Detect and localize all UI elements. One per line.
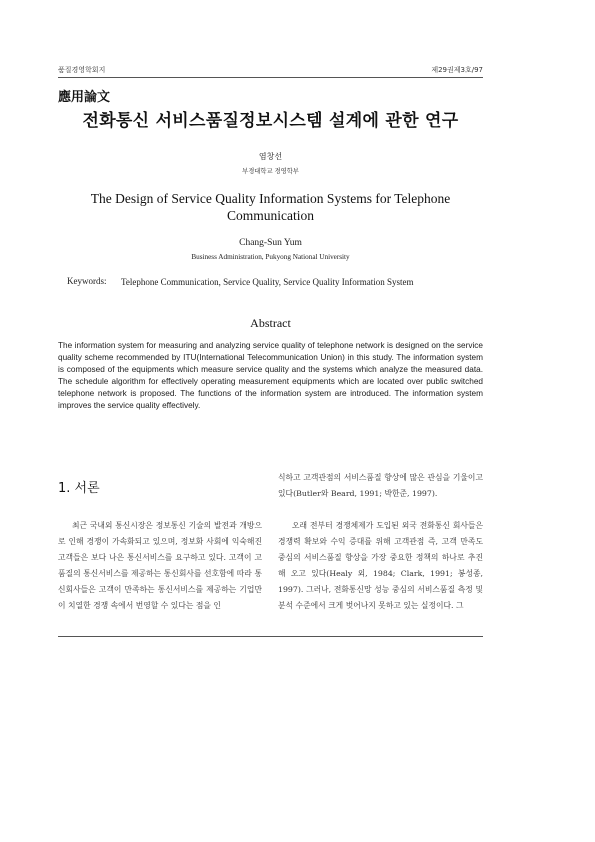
abstract-heading: Abstract xyxy=(250,316,291,330)
right-column-top xyxy=(278,470,483,502)
header-rule xyxy=(58,77,483,78)
keywords-text: Telephone Communication, Service Quality, Service Quality Information System xyxy=(121,277,414,287)
keywords-label: Keywords: xyxy=(67,276,107,286)
english-author: Chang-Sun Yum xyxy=(239,238,302,248)
journal-name: 품질경영학회지 xyxy=(58,66,106,74)
english-title: The Design of Service Quality Information Systems for Telephone Communication xyxy=(90,191,451,223)
korean-author: 염창선 xyxy=(258,152,283,161)
section-heading: 1. 서론 xyxy=(58,481,100,496)
issue-number: 제29권제3호/97 xyxy=(431,66,483,74)
right-column xyxy=(278,518,483,614)
korean-affiliation: 부경대학교 경영학부 xyxy=(242,168,299,175)
section-tag: 應用論文 xyxy=(58,90,111,105)
abstract-text: The information system for measuring and analyzing service quality of telephone network is designed on the service quality scheme recommended by ITU(International Telecommunication Union) in this study. The information system is composed of the equipments which measure service quality and the systems which analyze the measured data. The schedule algorithm for effectively operating measurement equipments which are located over public switched telephone network is proposed. The functions of the information system are introduced. The information system improves the service quality effectively. xyxy=(58,341,483,411)
right-paragraph: 오래 전부터 경쟁체제가 도입된 외국 전화통신 회사들은 경쟁력 확보와 수익 증대를 위해 고객관점 즉, 고객 만족도 중심의 서비스품질 향상을 가장 중요한 정책의 하나로 추진해 오고 있다(Healy 외, 1984; Clark, 1991; 봉성종, 1997). 그러나, 전화통신망 성능 중심의 서비스품질 측정 및 분석 수준에서 크게 벗어나지 못하고 있는 실정이다. 그 xyxy=(278,521,483,610)
korean-title: 전화통신 서비스품질정보시스템 설계에 관한 연구 xyxy=(82,111,459,131)
footer-rule xyxy=(58,636,483,637)
right-continuation: 식하고 고객관점의 서비스품질 향상에 많은 관심을 기울이고 있다(Butler와 Beard, 1991; 박한준, 1997). xyxy=(278,473,483,498)
english-affiliation: Business Administration, Pukyong National University xyxy=(191,253,350,261)
left-paragraph: 최근 국내외 통신시장은 정보통신 기술의 발전과 개방으로 인해 경쟁이 가속화되고 있으며, 정보화 사회에 익숙해진 고객들은 보다 나은 통신서비스를 요구하고 있다. 고객이 고품질의 통신서비스를 제공하는 통신회사를 선호함에 따라 통신회사들은 고객이 만족하는 통신서비스를 제공하는 기업만이 치열한 경쟁 속에서 번영할 수 있다는 점을 인 xyxy=(58,521,262,610)
left-column xyxy=(58,518,262,614)
